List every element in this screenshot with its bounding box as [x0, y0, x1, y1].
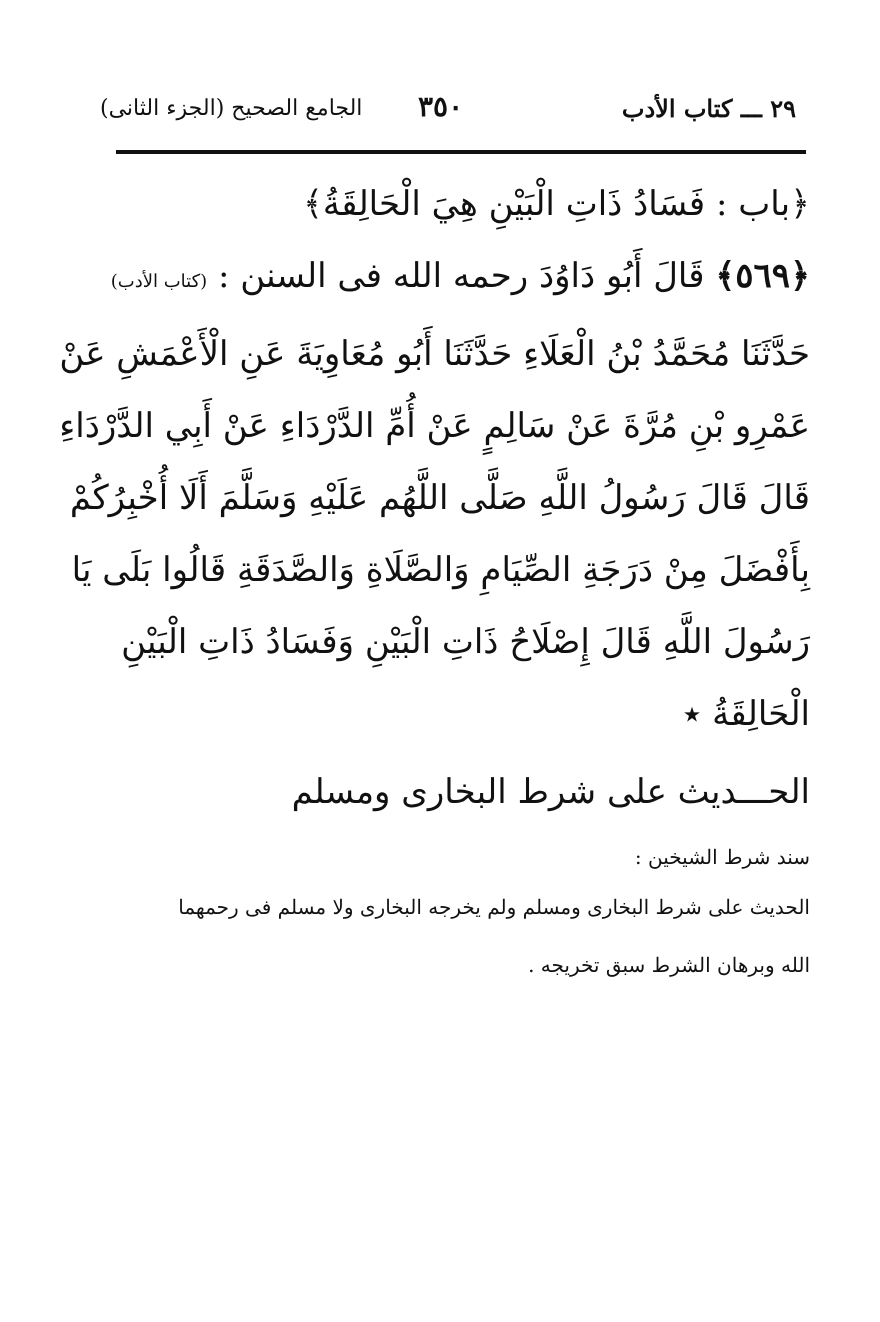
commentary-line: الله وبرهان الشرط سبق تخريجه .: [528, 953, 810, 977]
hadith-text-line: عَمْرِو بْنِ مُرَّةَ عَنْ سَالِمٍ عَنْ أُمِّ الدَّرْدَاءِ عَنْ أَبِي الدَّرْدَاءِ: [59, 406, 810, 446]
hadith-intro-line: [100, 240, 810, 318]
commentary-line: الحديث على شرط البخارى ومسلم ولم يخرجه البخارى ولا مسلم فى رحمهما: [178, 895, 810, 919]
hadith-text-line: رَسُولَ اللَّهِ قَالَ إِصْلَاحُ ذَاتِ الْبَيْنِ وَفَسَادُ ذَاتِ الْبَيْنِ: [121, 622, 810, 662]
hadith-number: ﴿٥٦٩﴾: [715, 256, 810, 296]
header-chapter: ٢٩ ـــ كتاب الأدب: [621, 94, 796, 123]
hadith-text-line: بِأَفْضَلَ مِنْ دَرَجَةِ الصِّيَامِ وَالصَّلَاةِ وَالصَّدَقَةِ قَالُوا بَلَى يَا: [71, 550, 810, 590]
hadith-verdict: الحـــديث على شرط البخارى ومسلم: [291, 772, 810, 812]
hadith-intro: قَالَ أَبُو دَاوُدَ رحمه الله فى السنن :: [218, 256, 705, 296]
header-book-title: الجامع الصحيح (الجزء الثانى): [100, 96, 363, 121]
main-content: [59, 168, 810, 994]
hadith-text-line: حَدَّثَنَا مُحَمَّدُ بْنُ الْعَلَاءِ حَدَّثَنَا أَبُو مُعَاوِيَةَ عَنِ الْأَعْمَشِ عَنْ: [59, 334, 810, 374]
section-label: سند شرط الشيخين :: [634, 845, 810, 869]
hadith-text-line: الْحَالِقَةُ ٭: [682, 694, 810, 734]
chapter-title: ﴿باب : فَسَادُ ذَاتِ الْبَيْنِ هِيَ الْحَالِقَةُ﴾: [302, 184, 810, 224]
running-header: [100, 86, 806, 134]
page-number: ٣٥٠: [418, 90, 464, 123]
header-rule: [116, 150, 806, 154]
hadith-text-line: قَالَ قَالَ رَسُولُ اللَّهِ صَلَّى اللَّهُم عَلَيْهِ وَسَلَّمَ أَلَا أُخْبِرُكُمْ: [69, 478, 810, 518]
hadith-source: (كتاب الأدب): [110, 271, 208, 292]
